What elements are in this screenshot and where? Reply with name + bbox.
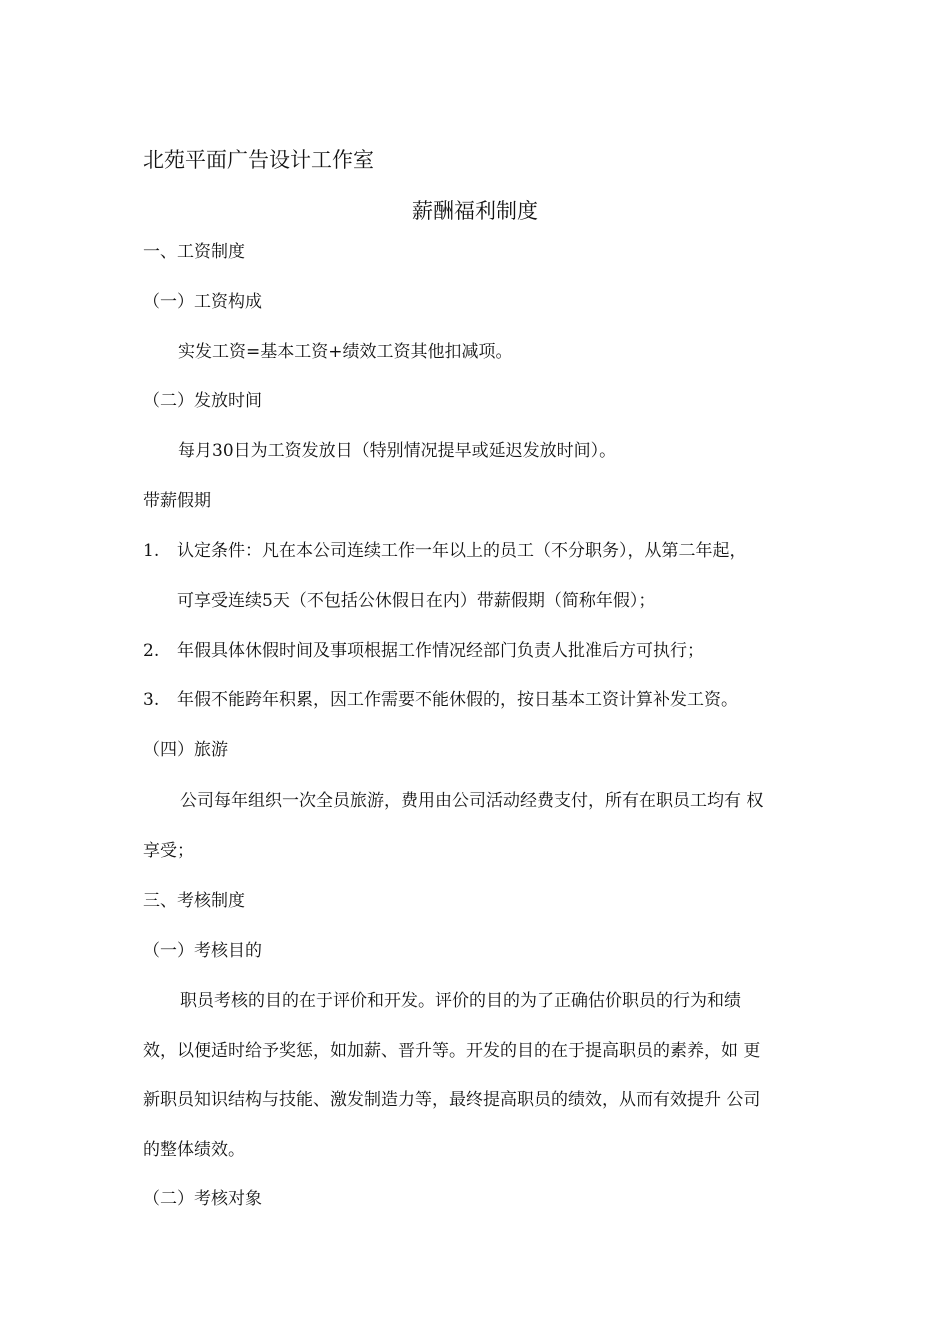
subheading-assessment-purpose: （一）考核目的 [143,941,262,961]
list-item-text: 年假具体休假时间及事项根据工作情况经部门负责人批准后方可执行； [177,641,704,661]
document-title: 薪酬福利制度 [412,199,538,223]
list-number: 2. [143,641,160,661]
section-heading-salary: 一、工资制度 [143,242,245,262]
subheading-assessment-target: （二）考核对象 [143,1189,262,1209]
list-item-text: 年假不能跨年积累，因工作需要不能休假的，按日基本工资计算补发工资。 [177,690,738,710]
subheading-pay-time: （二）发放时间 [143,391,262,411]
list-number: 3. [143,690,160,710]
paragraph-assessment-line4: 的整体绩效。 [143,1140,245,1160]
heading-paid-leave: 带薪假期 [143,491,211,511]
list-number: 1. [143,541,160,561]
paragraph-pay-time: 每月30日为工资发放日（特别情况提早或延迟发放时间）。 [178,441,617,461]
paragraph-travel-line1: 公司每年组织一次全员旅游，费用由公司活动经费支付，所有在职员工均有 权 [180,791,764,811]
list-item [143,540,747,562]
section-heading-assessment: 三、考核制度 [143,891,245,911]
list-item-continuation: 可享受连续5天（不包括公休假日在内）带薪假期（简称年假）； [177,591,656,611]
subheading-salary-structure: （一）工资构成 [143,292,262,312]
paragraph-salary-structure: 实发工资=基本工资+绩效工资其他扣减项。 [178,342,513,362]
paragraph-assessment-line3: 新职员知识结构与技能、激发制造力等，最终提高职员的绩效，从而有效提升 公司 [143,1090,761,1110]
company-name: 北苑平面广告设计工作室 [143,148,374,172]
paragraph-assessment-line2: 效，以便适时给予奖惩，如加薪、晋升等。开发的目的在于提高职员的素养，如 更 [143,1041,761,1061]
paragraph-assessment-line1: 职员考核的目的在于评价和开发。评价的目的为了正确估价职员的行为和绩 [180,991,741,1011]
list-item [143,640,704,662]
list-item-text: 认定条件：凡在本公司连续工作一年以上的员工（不分职务），从第二年起， [177,541,747,561]
subheading-travel: （四）旅游 [143,740,228,760]
paragraph-travel-line2: 享受； [143,841,194,861]
list-item [143,689,738,711]
